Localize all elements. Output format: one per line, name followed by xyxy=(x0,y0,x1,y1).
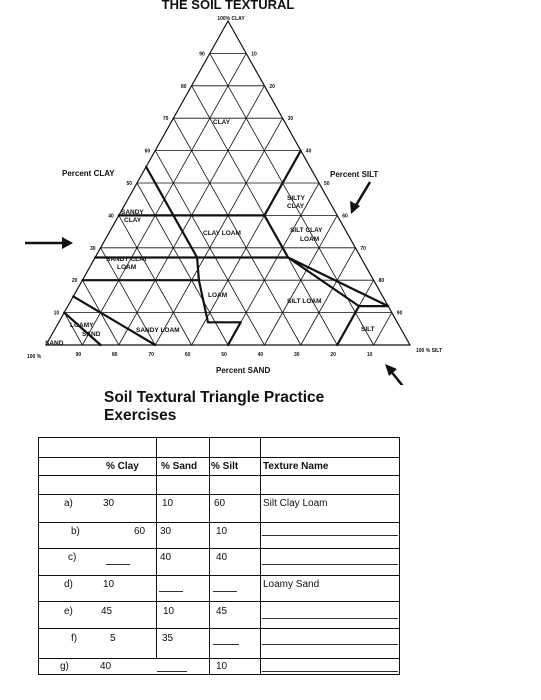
row-b-sand: 30 xyxy=(160,526,172,537)
row-d-clay: 10 xyxy=(103,579,115,590)
row-c-texture-blank[interactable] xyxy=(262,564,398,565)
sand-tick-label: 80 xyxy=(112,352,118,358)
region-sandy-clay-2: CLAY xyxy=(124,217,142,224)
region-clay-loam: CLAY LOAM xyxy=(203,230,241,237)
table-rule xyxy=(38,475,400,476)
clay-tick-label: 80 xyxy=(181,83,187,90)
texture-boundary-line xyxy=(183,232,198,258)
row-d-label: d) xyxy=(64,579,73,590)
table-rule xyxy=(38,494,400,495)
table-col-divider xyxy=(260,437,261,675)
row-f-label: f) xyxy=(71,633,78,644)
silt-tick-label: 60 xyxy=(342,213,348,220)
header-clay: % Clay xyxy=(106,461,139,472)
table-border-bottom xyxy=(38,674,400,675)
row-f-clay: 5 xyxy=(110,633,116,644)
axis-ticks xyxy=(54,51,403,358)
sand-tick-label: 40 xyxy=(257,352,264,358)
region-sandy-clay-loam-2: LOAM xyxy=(117,264,137,271)
row-f-silt-blank[interactable] xyxy=(213,644,239,645)
row-b-label: b) xyxy=(71,526,80,537)
arrows xyxy=(25,182,410,385)
sand-tick-label: 30 xyxy=(294,352,300,358)
region-loamy-sand: LOAMY xyxy=(70,322,94,329)
row-c-rule xyxy=(38,575,400,576)
exercise-title: Soil Textural Triangle Practice Exercises xyxy=(104,389,325,424)
sand-corner-label: 100 % xyxy=(27,354,42,360)
region-silty-clay-loam: SILT CLAY xyxy=(290,227,323,234)
silt-axis-label: Percent SILT xyxy=(330,170,379,179)
row-c-sand: 40 xyxy=(160,552,172,563)
sand-tick-label: 10 xyxy=(366,352,373,358)
region-sandy-clay-loam: SANDY CLAY xyxy=(106,256,148,263)
row-b-clay: 60 xyxy=(134,526,146,537)
silt-tick-label: 70 xyxy=(360,245,366,252)
region-silt: SILT xyxy=(361,326,375,333)
row-f-rule xyxy=(38,658,400,659)
row-a-label: a) xyxy=(64,498,73,509)
texture-boundary-line xyxy=(197,258,199,281)
silt-tick-label: 10 xyxy=(251,51,257,58)
sand-tick-label: 50 xyxy=(221,352,227,358)
texture-boundary-line xyxy=(264,215,288,257)
arrow-sand-icon xyxy=(385,364,410,385)
region-silty-clay-2: CLAY xyxy=(287,203,305,210)
row-g-sand-blank[interactable] xyxy=(157,671,187,672)
region-sandy-clay: SANDY xyxy=(121,209,144,216)
silt-tick-label: 80 xyxy=(378,278,385,285)
row-d-rule xyxy=(38,601,400,602)
texture-boundary-line xyxy=(337,306,359,345)
clay-tick-label: 40 xyxy=(108,213,114,220)
region-sandy-loam: SANDY LOAM xyxy=(136,327,180,334)
row-b-rule xyxy=(38,548,400,549)
silt-tick-label: 30 xyxy=(287,116,294,123)
silt-tick-label: 20 xyxy=(269,83,275,90)
row-e-clay: 45 xyxy=(101,606,113,617)
clay-tick-label: 20 xyxy=(71,278,78,285)
grid-line-silt xyxy=(228,183,319,345)
apex-label: 100% CLAY xyxy=(217,16,245,22)
grid-line-sand xyxy=(137,183,228,345)
triangle-grid xyxy=(46,21,410,345)
table-border-right xyxy=(399,437,400,675)
exercise-table xyxy=(38,437,400,675)
row-f-sand: 35 xyxy=(162,633,174,644)
region-loam: LOAM xyxy=(208,292,228,299)
row-e-silt: 45 xyxy=(216,606,228,617)
table-border-left xyxy=(38,437,39,675)
silt-tick-label: 50 xyxy=(324,181,330,187)
row-a-sand: 10 xyxy=(162,498,174,509)
row-b-texture-blank[interactable] xyxy=(262,535,398,536)
table-border-top xyxy=(38,437,400,438)
header-sand: % Sand xyxy=(161,461,198,472)
table-col-divider xyxy=(209,437,210,675)
row-g-silt: 10 xyxy=(216,661,228,672)
row-c-silt: 40 xyxy=(216,552,228,563)
clay-tick-label: 30 xyxy=(90,245,96,252)
clay-tick-label: 10 xyxy=(53,310,60,317)
row-g-texture-blank[interactable] xyxy=(262,671,398,672)
row-c-label: c) xyxy=(68,552,77,563)
sand-tick-label: 20 xyxy=(330,352,336,358)
row-c-clay-blank[interactable] xyxy=(106,564,130,565)
row-g-label: g) xyxy=(60,661,69,672)
silt-tick-label: 40 xyxy=(305,148,312,155)
row-e-label: e) xyxy=(64,606,73,617)
silt-corner-label: 100 % SILT xyxy=(416,348,443,354)
silt-tick-label: 90 xyxy=(396,310,403,317)
row-a-silt: 60 xyxy=(214,498,226,509)
row-e-rule xyxy=(38,628,400,629)
region-silty-clay: SILTY xyxy=(287,195,305,202)
clay-tick-label: 90 xyxy=(199,51,205,58)
arrow-silt-icon xyxy=(350,182,370,214)
clay-axis-label: Percent CLAY xyxy=(62,169,115,178)
arrow-clay-icon xyxy=(25,237,73,249)
row-f-texture-blank[interactable] xyxy=(262,644,398,645)
region-silt-loam: SILT LOAM xyxy=(287,298,322,305)
sand-tick-label: 70 xyxy=(148,352,154,358)
row-e-texture-blank[interactable] xyxy=(262,618,398,619)
table-rule xyxy=(38,457,400,458)
row-d-texture: Loamy Sand xyxy=(263,579,320,590)
texture-boundary-line xyxy=(199,280,208,322)
row-d-silt-blank[interactable] xyxy=(213,591,237,592)
header-silt: % Silt xyxy=(211,461,239,472)
row-a-clay: 30 xyxy=(103,498,115,509)
region-clay: CLAY xyxy=(213,119,231,126)
row-a-texture: Silt Clay Loam xyxy=(263,498,328,509)
sand-axis-label: Percent SAND xyxy=(216,366,271,375)
sand-tick-label: 90 xyxy=(75,352,82,358)
grid-line-silt xyxy=(301,248,356,345)
row-b-silt: 10 xyxy=(216,526,228,537)
clay-tick-label: 60 xyxy=(144,148,151,155)
diagram-title: THE SOIL TEXTURAL xyxy=(161,0,295,12)
region-silty-clay-loam-2: LOAM xyxy=(300,236,320,243)
clay-tick-label: 50 xyxy=(126,181,132,187)
texture-boundary-line xyxy=(173,215,182,231)
region-sand: SAND xyxy=(45,340,64,347)
row-a-rule xyxy=(38,522,400,523)
clay-tick-label: 70 xyxy=(162,116,169,123)
row-d-sand-blank[interactable] xyxy=(159,591,183,592)
sand-tick-label: 60 xyxy=(184,352,191,358)
row-e-sand: 10 xyxy=(163,606,175,617)
grid-line-silt xyxy=(374,313,392,345)
region-loamy-sand-2: SAND xyxy=(82,331,101,338)
header-texture: Texture Name xyxy=(263,461,329,472)
row-g-clay: 40 xyxy=(100,661,112,672)
texture-boundary-line xyxy=(228,322,241,345)
